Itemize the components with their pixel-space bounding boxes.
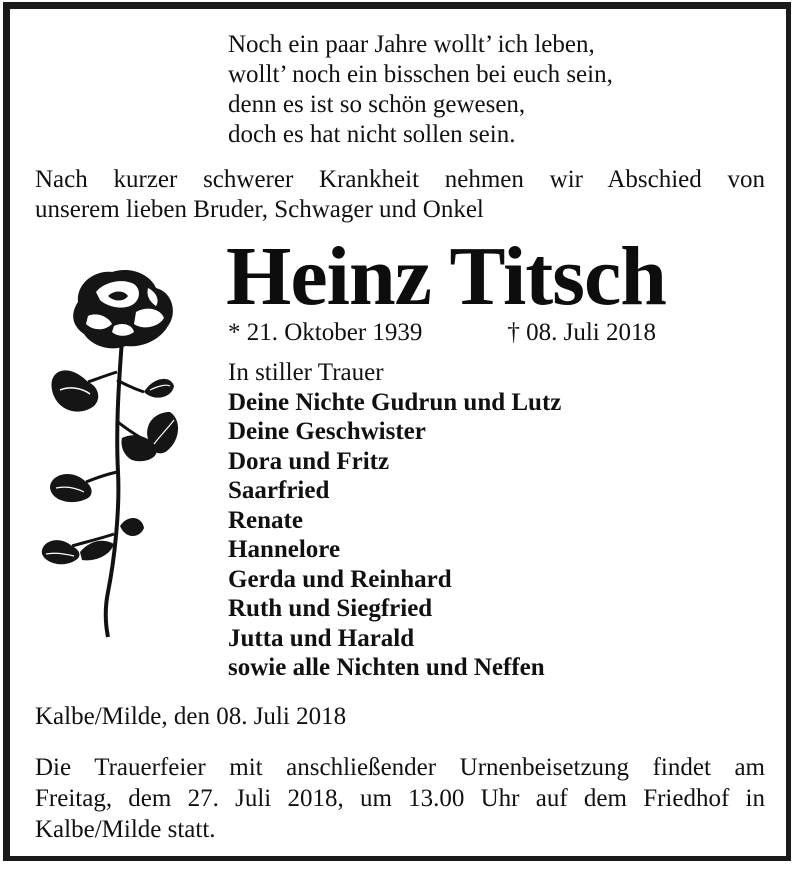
mourner-name: Saarfried [228, 477, 330, 504]
intro-line: Nach kurzer schwerer Krankheit nehmen wir Abschied von [35, 166, 765, 193]
poem-line: doch es hat nicht sollen sein. [228, 121, 516, 148]
mourners-list [228, 358, 561, 683]
ceremony-info [35, 752, 765, 845]
death-date: † 08. Juli 2018 [507, 319, 656, 346]
rose-icon [38, 262, 188, 642]
poem-line: denn es ist so schön gewesen, [228, 91, 526, 118]
mourner-name: sowie alle Nichten und Neffen [228, 654, 545, 681]
ceremony-line: Kalbe/Milde statt. [35, 816, 216, 843]
mourner-name: Deine Geschwister [228, 418, 426, 445]
mourner-name: Ruth und Siegfried [228, 595, 433, 622]
mourner-name: Deine Nichte Gudrun und Lutz [228, 388, 562, 416]
mourner-name: Jutta und Harald [228, 624, 415, 652]
intro-line: unserem lieben Bruder, Schwager und Onkel [35, 196, 484, 223]
poem [228, 30, 613, 150]
poem-line: Noch ein paar Jahre wollt’ ich leben, [228, 31, 595, 58]
mourner-name: Gerda und Reinhard [228, 565, 452, 593]
intro-text [35, 165, 765, 225]
mourner-name: Renate [228, 506, 303, 534]
poem-line: wollt’ noch ein bisschen bei euch sein, [228, 61, 613, 88]
mourning-phrase: In stiller Trauer [228, 359, 384, 386]
place-and-date: Kalbe/Milde, den 08. Juli 2018 [35, 703, 347, 730]
birth-date: * 21. Oktober 1939 [228, 319, 423, 346]
mourner-name: Dora und Fritz [228, 447, 390, 475]
ceremony-line: Die Trauerfeier mit anschließender Urnenbeisetzung findet am [35, 754, 765, 781]
mourner-name: Hannelore [228, 536, 341, 563]
ceremony-line: Freitag, dem 27. Juli 2018, um 13.00 Uhr auf dem Friedhof in [35, 785, 765, 812]
deceased-name: Heinz Titsch [226, 230, 666, 323]
